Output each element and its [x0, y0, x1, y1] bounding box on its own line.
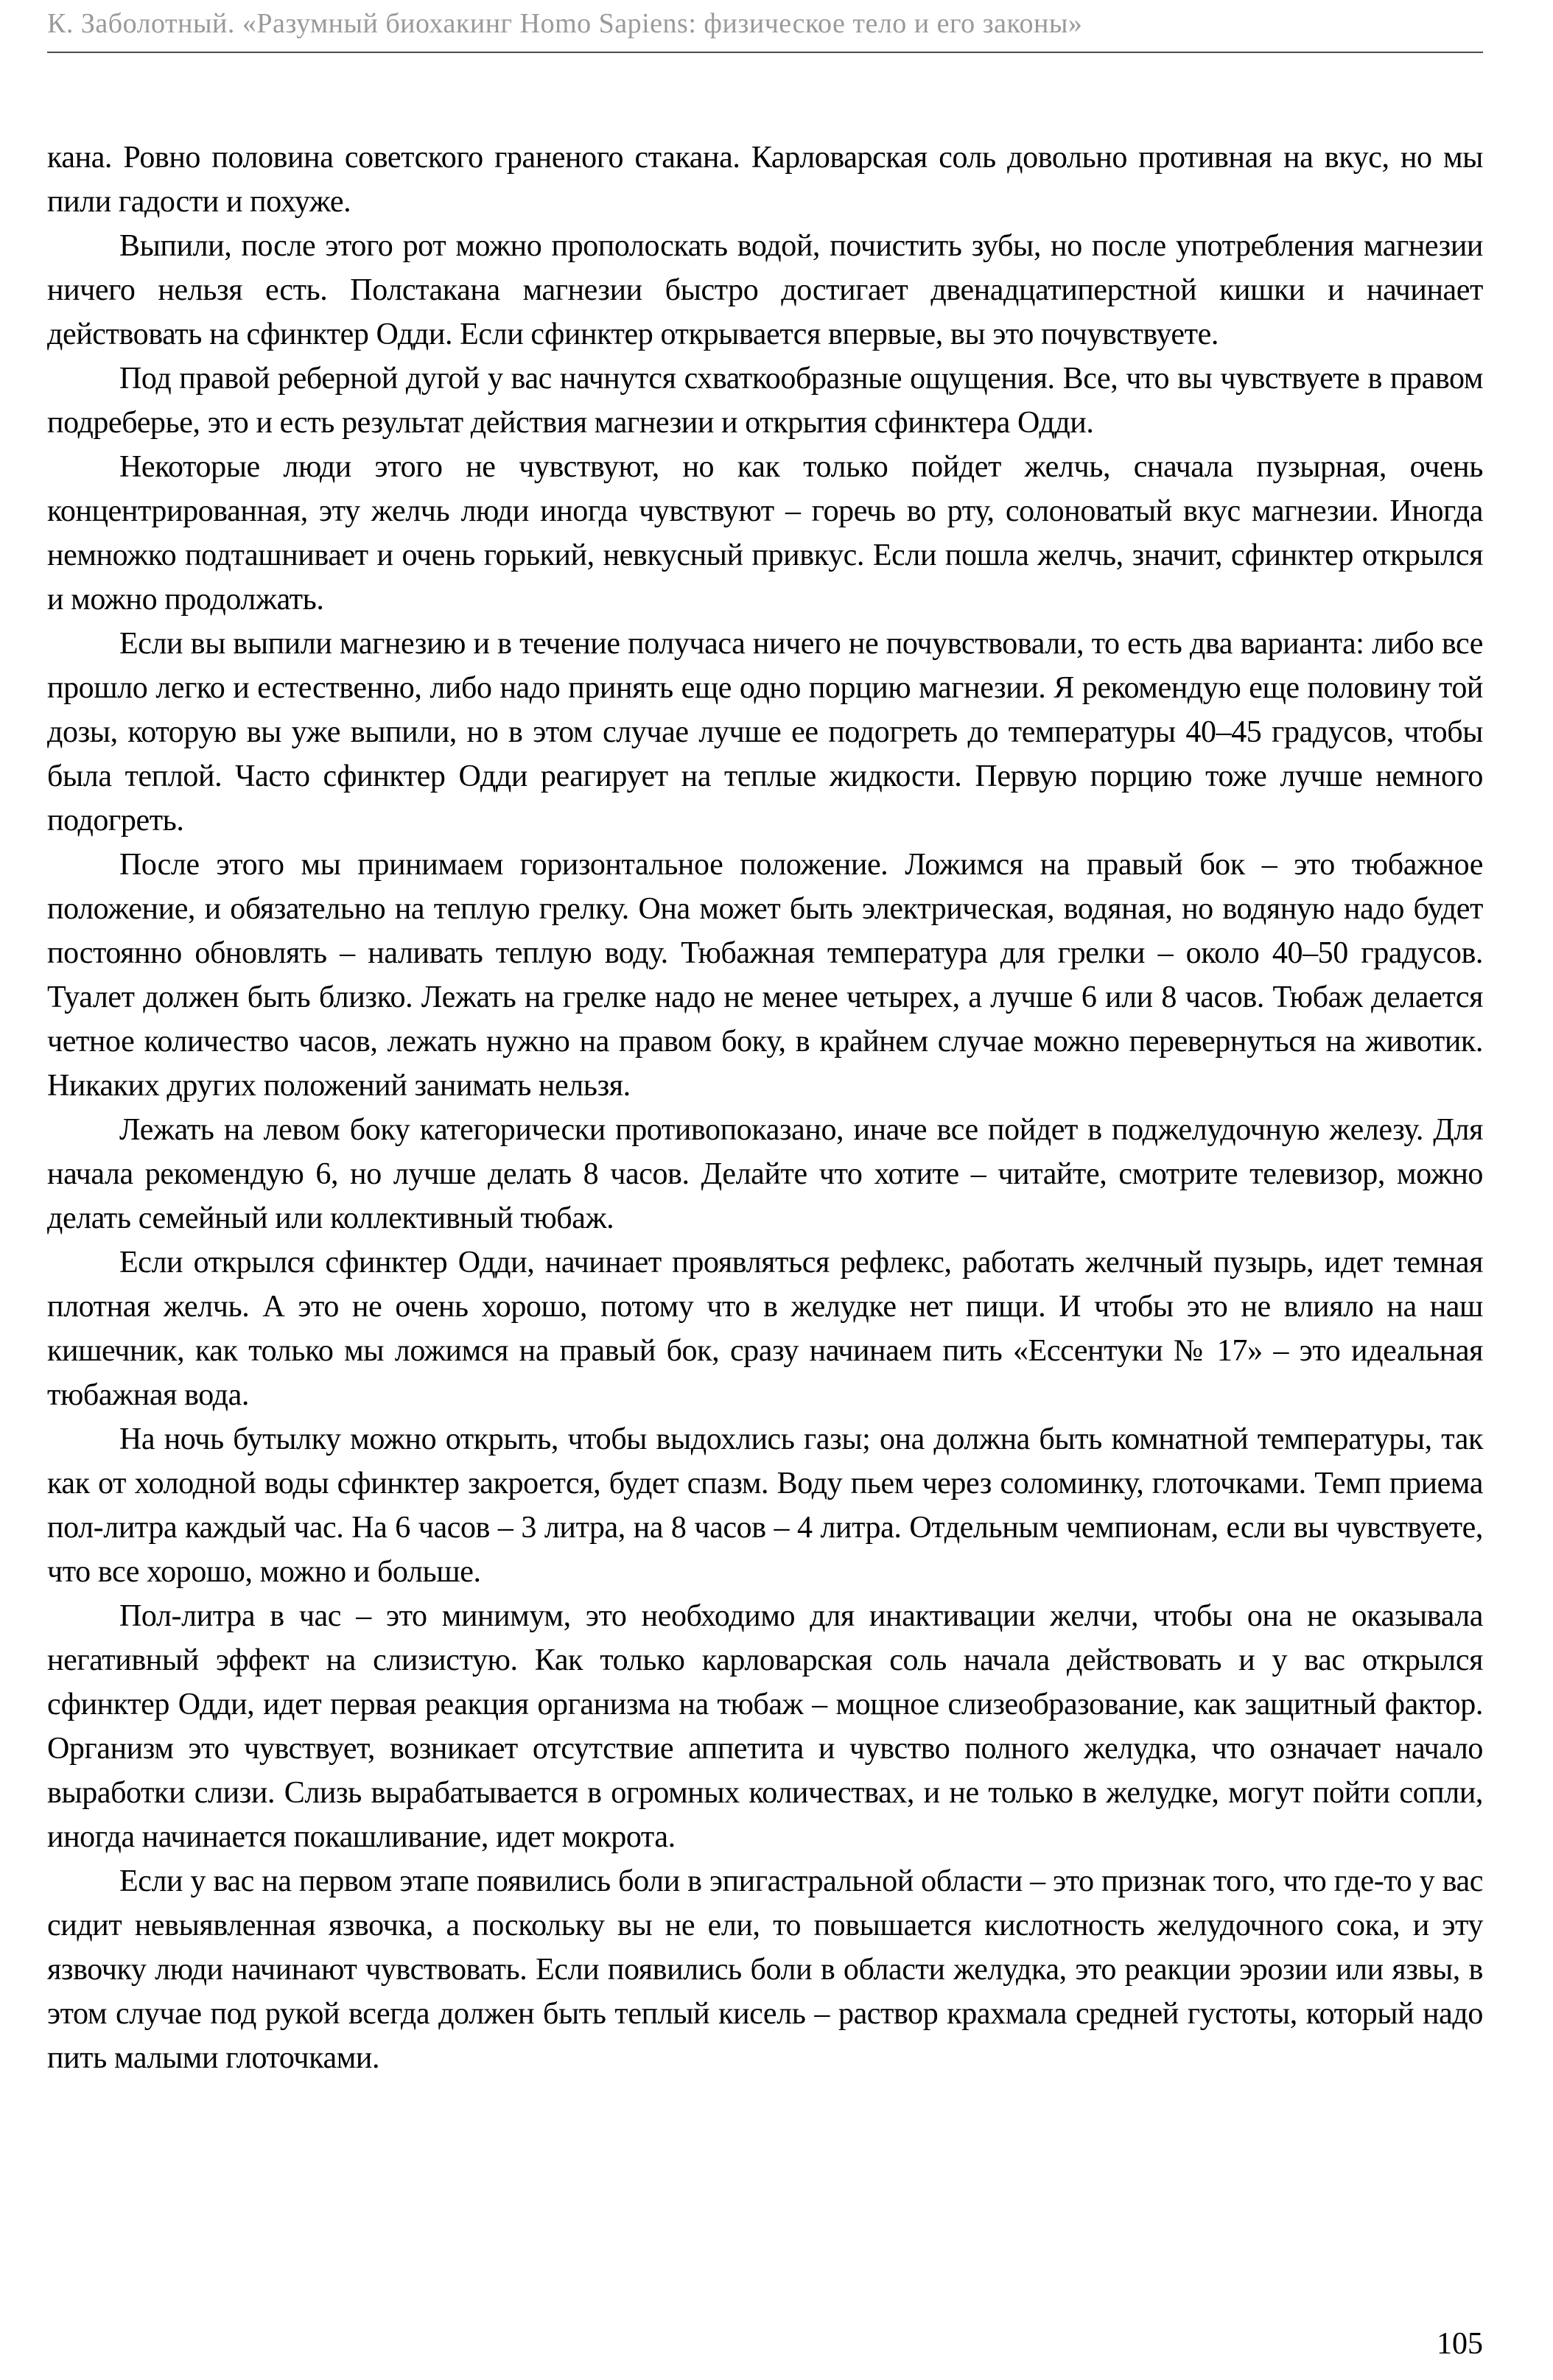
paragraph: Лежать на левом боку категорически противопоказано, иначе все пойдет в поджелудочную железу. Для начала рекомендую 6, но лучше делать 8 часов. Делайте что хотите – читайте, смотрите телевизор, можно делать семейный или коллективный тюбаж.: [47, 1113, 1483, 1235]
page-number: 105: [1437, 2327, 1483, 2361]
paragraph: Если открылся сфинктер Одди, начинает проявляться рефлекс, работать желчный пузырь, идет темная плотная желчь. А это не очень хорошо, потому что в желудке нет пищи. И чтобы это не влияло на наш кишечник, как только мы ложимся на правый бок, сразу начинаем пить «Ессентуки № 17» – это идеальная тюбажная вода.: [47, 1246, 1483, 1412]
paragraph: Если у вас на первом этапе появились боли в эпигастральной области – это признак того, что где-то у вас сидит невыявленная язвочка, а поскольку вы не ели, то повышается кислотность желудочного сока, и эту язвочку люди начинают чувствовать. Если появились боли в области желудка, это реакции эрозии или язвы, в этом случае под рукой всегда должен быть теплый кисель – раствор крахмала средней густоты, который надо пить малыми глоточками.: [47, 1864, 1483, 2075]
paragraph: Выпили, после этого рот можно прополоскать водой, почистить зубы, но после употребления магнезии ничего нельзя есть. Полстакана магнезии быстро достигает двенадцатиперстной кишки и начинает действовать на сфинктер Одди. Если сфинктер открывается впервые, вы это почувствуете.: [47, 229, 1483, 351]
paragraph: На ночь бутылку можно открыть, чтобы выдохлись газы; она должна быть комнатной температуры, так как от холодной воды сфинктер закроется, будет спазм. Воду пьем через соломинку, глоточками. Темп приема пол-литра каждый час. На 6 часов – 3 литра, на 8 часов – 4 литра. Отдельным чемпионам, если вы чувствуете, что все хорошо, можно и больше.: [47, 1422, 1483, 1589]
paragraph: После этого мы принимаем горизонтальное положение. Ложимся на правый бок – это тюбажное положение, и обязательно на теплую грелку. Она может быть электрическая, водяная, но водяную надо будет постоянно обновлять – наливать теплую воду. Тюбажная температура для грелки – около 40–50 градусов. Туалет должен быть близко. Лежать на грелке надо не менее четырех, а лучше 6 или 8 часов. Тюбаж делается четное количество часов, лежать нужно на правом боку, в крайнем случае можно перевернуться на животик. Никаких других положений занимать нельзя.: [47, 848, 1483, 1103]
page-header: [47, 7, 1483, 53]
paragraph: Если вы выпили магнезию и в течение получаса ничего не почувствовали, то есть два варианта: либо все прошло легко и естественно, либо надо принять еще одно порцию магнезии. Я рекомендую еще половину той дозы, которую вы уже выпили, но в этом случае лучше ее подогреть до температуры 40–45 градусов, чтобы была теплой. Часто сфинктер Одди реагирует на теплые жидкости. Первую порцию тоже лучше немного подогреть.: [47, 627, 1483, 838]
running-title: К. Заболотный. «Разумный биохакинг Homo Sapiens: физическое тело и его законы»: [47, 8, 1083, 39]
paragraph: Пол-литра в час – это минимум, это необходимо для инактивации желчи, чтобы она не оказывала негативный эффект на слизистую. Как только карловарская соль начала действовать и у вас открылся сфинктер Одди, идет первая реакция организма на тюбаж – мощное слизеобразование, как защитный фактор. Организм это чувствует, возникает отсутствие аппетита и чувство полного желудка, что означает начало выработки слизи. Слизь вырабатывается в огромных количествах, и не только в желудке, могут пойти сопли, иногда начинается покашливание, идет мокрота.: [47, 1599, 1483, 1854]
paragraph: Некоторые люди этого не чувствуют, но как только пойдет желчь, сначала пузырная, очень концентрированная, эту желчь люди иногда чувствуют – горечь во рту, солоноватый вкус магнезии. Иногда немножко подташнивает и очень горький, невкусный привкус. Если пошла желчь, значит, сфинктер открылся и можно продолжать.: [47, 450, 1483, 617]
body-text: [47, 136, 1483, 2080]
paragraph: кана. Ровно половина советского граненого стакана. Карловарская соль довольно противная на вкус, но мы пили гадости и похуже.: [47, 141, 1483, 219]
paragraph: Под правой реберной дугой у вас начнутся схваткообразные ощущения. Все, что вы чувствуете в правом подреберье, это и есть результат действия магнезии и открытия сфинктера Одди.: [47, 362, 1483, 440]
